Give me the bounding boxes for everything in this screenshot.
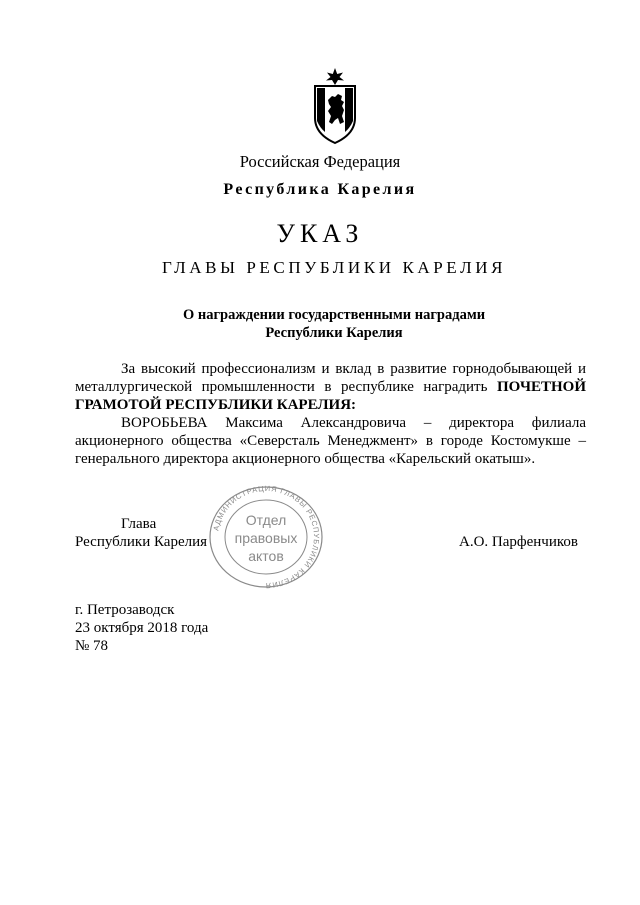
decree-paragraph-2: ВОРОБЬЕВА Максима Александровича – директора филиала акционерного общества «Северсталь Менеджмент» в городе Костомукше – генерального директора акционерного общества «Карельский окатыш». bbox=[75, 415, 586, 467]
decree-number: № 78 bbox=[75, 638, 109, 654]
legal-department-stamp bbox=[207, 485, 325, 589]
document-type: УКАЗ bbox=[276, 219, 364, 248]
award-name: ПОЧЕТНОЙ ГРАМОТОЙ РЕСПУБЛИКИ КАРЕЛИЯ: bbox=[75, 379, 586, 413]
decree-paragraph-1 bbox=[75, 360, 586, 414]
federation-title: Российская Федерация bbox=[239, 152, 401, 171]
signatory-position-line-1: Глава bbox=[121, 516, 157, 532]
signatory-name: А.О. Парфенчиков bbox=[459, 534, 578, 550]
stamp-ring-text: АДМИНИСТРАЦИЯ ГЛАВЫ РЕСПУБЛИКИ КАРЕЛИЯ bbox=[211, 485, 322, 589]
place-of-signing: г. Петрозаводск bbox=[75, 602, 175, 618]
paragraph-1-text: За высокий профессионализм и вклад в развитие горнодобывающей и металлургической промышленности в республике наградить bbox=[75, 361, 586, 395]
karelia-coat-of-arms-icon bbox=[305, 66, 365, 146]
decree-subject bbox=[0, 306, 640, 342]
decree-date: 23 октября 2018 года bbox=[75, 620, 209, 636]
stamp-line-3: актов bbox=[248, 548, 284, 564]
signatory-position-line-2: Республики Карелия bbox=[75, 534, 208, 550]
stamp-line-2: правовых bbox=[234, 530, 298, 546]
subject-line-1: О награждении государственными наградами bbox=[182, 307, 486, 323]
subject-line-2: Республики Карелия bbox=[265, 325, 403, 341]
issuer-title: ГЛАВЫ РЕСПУБЛИКИ КАРЕЛИЯ bbox=[161, 258, 507, 277]
stamp-line-1: Отдел bbox=[245, 512, 287, 528]
republic-title: Республика Карелия bbox=[223, 181, 417, 198]
